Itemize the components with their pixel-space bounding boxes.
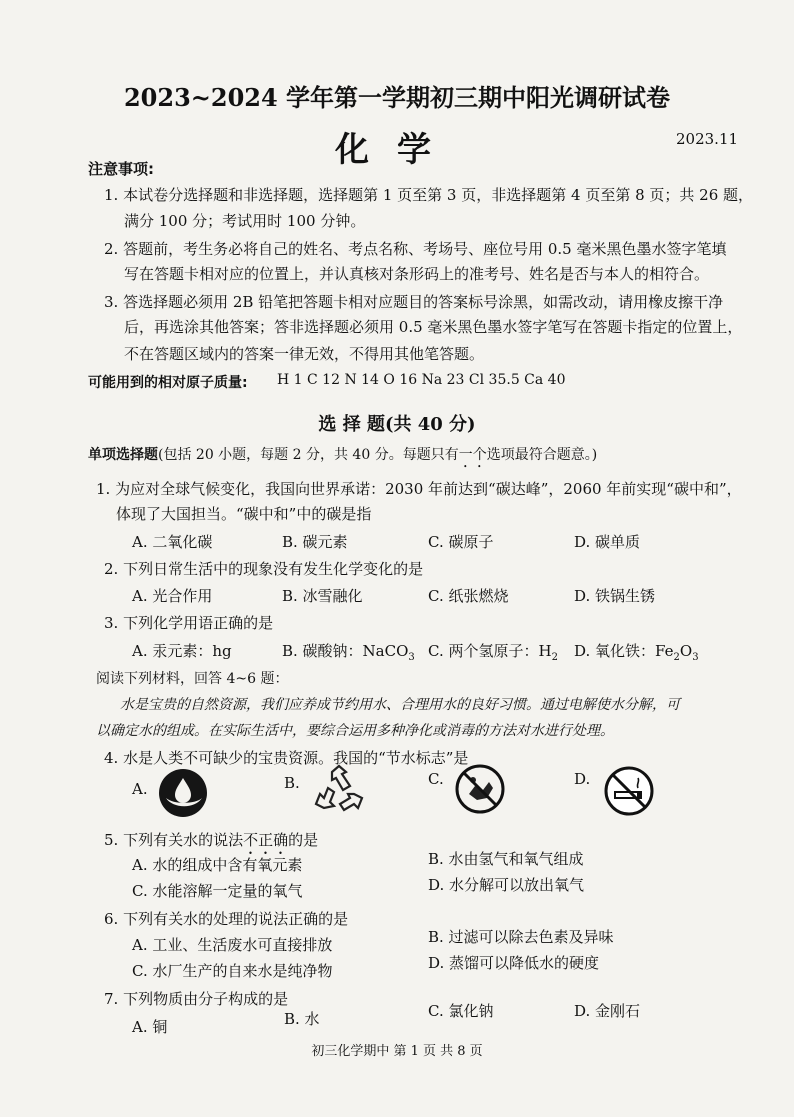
subject-title: 化学: [335, 130, 459, 170]
q5-stem-post: 的是: [288, 831, 319, 849]
q3-option-a: A. 汞元素：hg: [132, 642, 232, 660]
q3-option-b-text: B. 碳酸钠：NaCO: [282, 642, 409, 660]
q3-option-d-mid: O: [679, 642, 693, 660]
q6-option-a: A. 工业、生活废水可直接排放: [132, 936, 333, 954]
q3-option-d-text: D. 氧化铁：Fe: [574, 642, 674, 660]
q7-option-c: C. 氯化钠: [428, 1002, 494, 1020]
single-choice-desc: [88, 444, 597, 471]
q4-option-a-label: A.: [132, 780, 148, 798]
note-1-line-1: 1. 本试卷分选择题和非选择题，选择题第 1 页至第 3 页，非选择题第 4 页至第 8 页；共 26 题，: [104, 186, 754, 204]
q1-stem-line-2: 体现了大国担当。“碳中和”中的碳是指: [116, 505, 372, 523]
section-title: 选 择 题(共 40 分): [318, 414, 476, 435]
recycle-icon: [310, 764, 368, 818]
q6-stem: 6. 下列有关水的处理的说法正确的是: [104, 910, 349, 928]
q3-option-c-text: C. 两个氢原子：H: [428, 642, 552, 660]
q3-option-d: [574, 640, 699, 663]
exam-date: 2023.11: [676, 130, 739, 148]
q3-option-d-sub2: 3: [692, 652, 699, 663]
page-footer: 初三化学期中 第 1 页 共 8 页: [311, 1044, 483, 1059]
q5-stem-emph: 不正确: [243, 831, 289, 849]
q1-option-a: A. 二氧化碳: [132, 533, 213, 551]
q6-option-d: D. 蒸馏可以降低水的硬度: [428, 954, 600, 972]
atomic-mass-values: H 1 C 12 N 14 O 16 Na 23 Cl 35.5 Ca 40: [277, 372, 566, 388]
q7-option-b: B. 水: [284, 1010, 320, 1028]
note-2-line-1: 2. 答题前，考生务必将自己的姓名、考点名称、考场号、座位号用 0.5 毫米黑色墨水签字笔填: [104, 240, 727, 258]
q2-stem: 2. 下列日常生活中的现象没有发生化学变化的是: [104, 560, 424, 578]
q2-option-a: A. 光合作用: [132, 587, 213, 605]
reading-paragraph-line-1: 水是宝贵的自然资源，我们应养成节约用水、合理用水的良好习惯。通过电解使水分解，可: [120, 697, 680, 713]
no-fish-dumping-icon: [455, 764, 505, 814]
q5-option-d: D. 水分解可以放出氧气: [428, 876, 585, 894]
q1-stem-line-1: 1. 为应对全球气候变化，我国向世界承诺：2030 年前达到“碳达峰”，2060 年前实现“碳中和”，: [96, 480, 742, 498]
note-3-line-1: 3. 答选择题必须用 2B 铅笔把答题卡相对应题目的答案标号涂黑，如需改动，请用橡皮擦干净: [104, 293, 724, 311]
q4-option-b-label: B.: [284, 774, 300, 792]
reading-paragraph-line-2: 以确定水的组成。在实际生活中，要综合运用多种净化或消毒的方法对水进行处理。: [96, 723, 614, 739]
q7-option-d: D. 金刚石: [574, 1002, 641, 1020]
q1-option-d: D. 碳单质: [574, 533, 641, 551]
q3-option-d-sub1: 2: [673, 652, 680, 663]
exam-title: 2023~2024 学年第一学期初三期中阳光调研试卷: [123, 83, 671, 112]
q5-option-b: B. 水由氢气和氧气组成: [428, 850, 584, 868]
note-1-line-2: 满分 100 分；考试用时 100 分钟。: [124, 212, 366, 230]
note-2-line-2: 写在答题卡相对应的位置上，并认真核对条形码上的准考号、姓名是否与本人的相符合。: [124, 265, 710, 283]
no-smoking-icon: [604, 766, 654, 816]
atomic-mass-label: 可能用到的相对原子质量:: [88, 375, 248, 391]
q6-option-c: C. 水厂生产的自来水是纯净物: [132, 962, 333, 980]
q2-option-b: B. 冰雪融化: [282, 587, 363, 605]
q5-stem-pre: 5. 下列有关水的说法: [104, 831, 244, 849]
q6-option-b: B. 过滤可以除去色素及异味: [428, 928, 614, 946]
q3-option-c-sub: 2: [551, 652, 558, 663]
note-3-line-2: 后，再选涂其他答案；答非选择题必须用 0.5 毫米黑色墨水签字笔写在答题卡指定的位置上，: [124, 318, 743, 336]
notes-heading: 注意事项:: [88, 160, 154, 178]
note-3-line-3: 不在答题区域内的答案一律无效，不得用其他笔答题。: [124, 345, 485, 363]
single-choice-label: 单项选择题: [88, 447, 158, 463]
single-choice-desc-pre: (包括 20 小题，每题 2 分，共 40 分。每题只有: [158, 447, 459, 463]
q1-option-c: C. 碳原子: [428, 533, 494, 551]
q7-stem: 7. 下列物质由分子构成的是: [104, 990, 289, 1008]
q3-option-c: [428, 640, 558, 663]
q4-option-c-label: C.: [428, 770, 444, 788]
q3-option-b-sub: 3: [408, 652, 415, 663]
q4-option-d-label: D.: [574, 770, 591, 788]
single-choice-desc-emph: 一个: [458, 447, 487, 463]
water-saving-icon: [158, 768, 208, 818]
q1-option-b: B. 碳元素: [282, 533, 348, 551]
q3-option-b: [282, 640, 415, 663]
q3-stem: 3. 下列化学用语正确的是: [104, 614, 274, 632]
q5-option-a: A. 水的组成中含有氧元素: [132, 856, 303, 874]
reading-intro: 阅读下列材料，回答 4~6 题：: [96, 671, 289, 687]
q4-stem: 4. 水是人类不可缺少的宝贵资源。我国的“节水标志”是: [104, 749, 469, 767]
q7-option-a: A. 铜: [132, 1018, 168, 1036]
single-choice-desc-post: 选项最符合题意。): [486, 447, 598, 463]
q2-option-c: C. 纸张燃烧: [428, 587, 509, 605]
q5-option-c: C. 水能溶解一定量的氧气: [132, 882, 303, 900]
q2-option-d: D. 铁锅生锈: [574, 587, 656, 605]
